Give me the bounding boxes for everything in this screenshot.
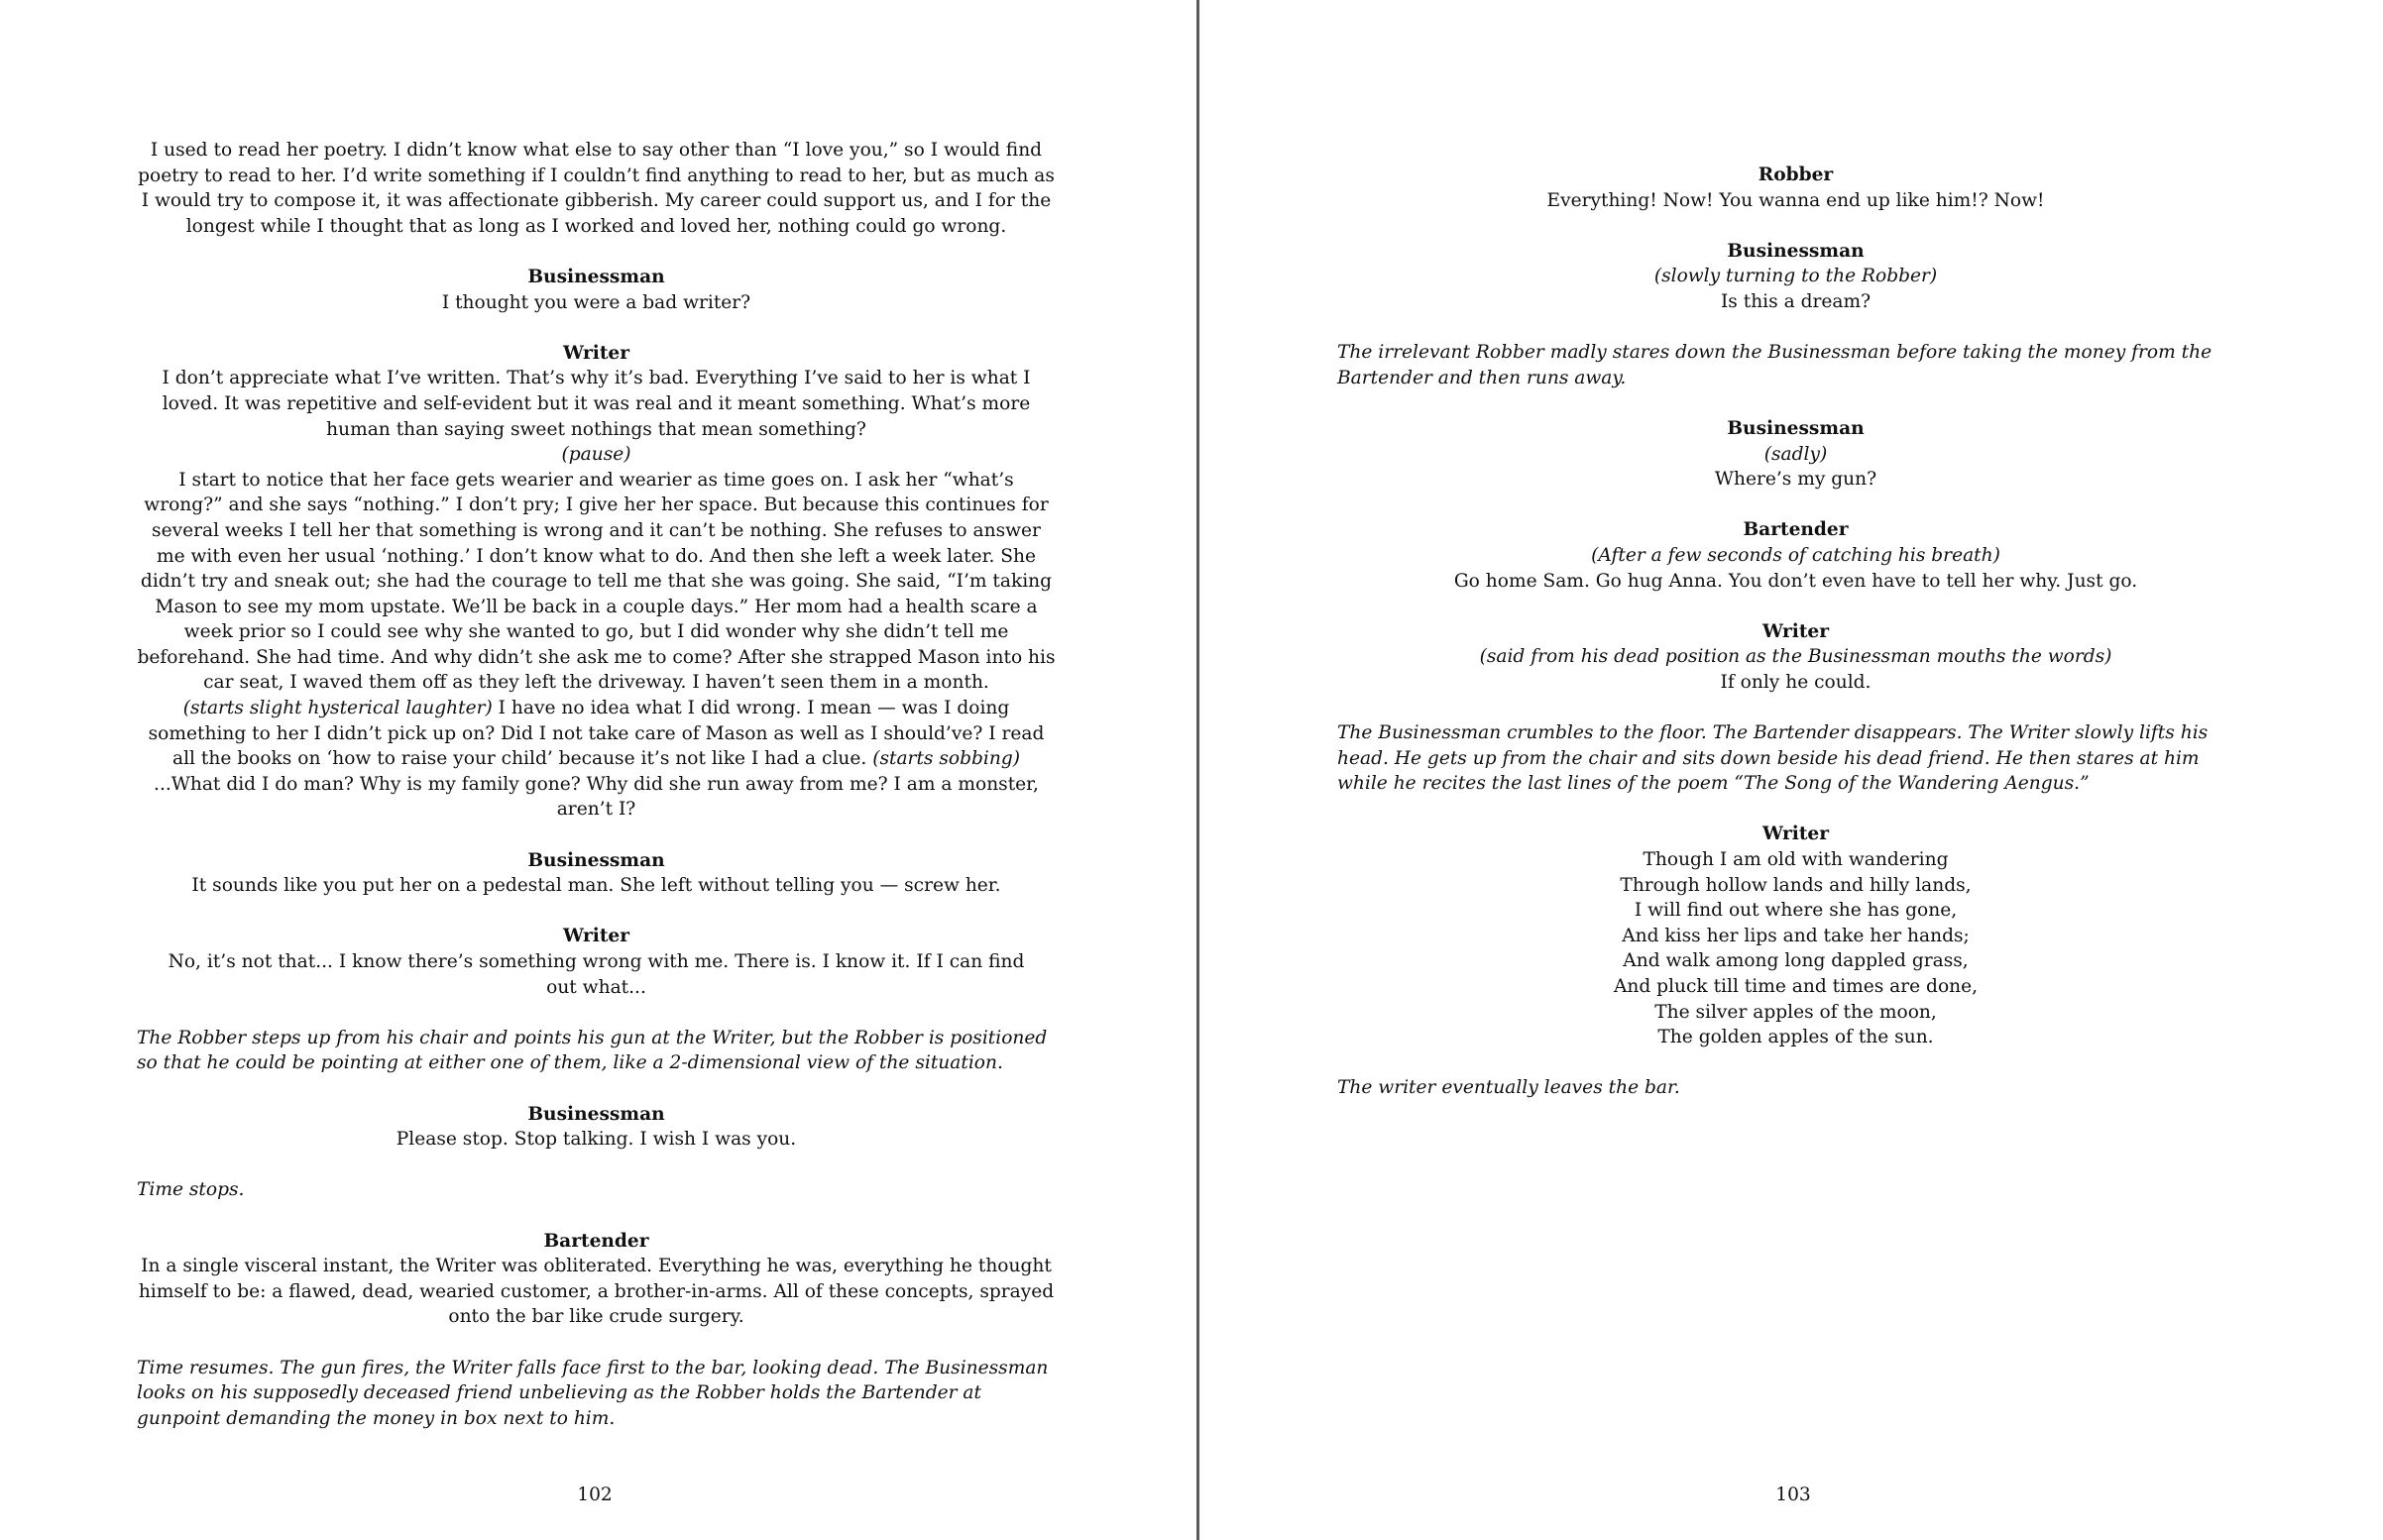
poem-line: And pluck till time and times are done, (1613, 976, 1979, 997)
dialogue-line: Everything! Now! You wanna end up like him!? Now! (1546, 189, 2045, 211)
speaker-name: Businessman (527, 849, 665, 871)
dialogue-line: Go home Sam. Go hug Anna. You don’t even have to tell her why. Just go. (1453, 570, 2138, 592)
dialogue-line: I thought you were a bad writer? (441, 291, 751, 313)
speaker-name: Businessman (527, 1103, 665, 1125)
dialogue-line: In a single visceral instant, the Writer was obliterated. Everything he was, everything he thought himself to be: a flawed, dead, wearied customer, a brother-in-arms. All of these concepts, sprayed onto the bar like crude surgery. (138, 1256, 1055, 1328)
speaker-name: Robber (1758, 165, 1834, 185)
page-divider (1196, 0, 1199, 1540)
parenthetical: (slowly turning to the Robber) (1653, 266, 1938, 287)
dialogue-text: ...What did I do man? Why is my family gone? Why did she run away from me? I am a monster, aren’t I? (154, 773, 1039, 821)
inline-parenthetical: (starts sobbing) (872, 748, 1020, 770)
dialogue-line (137, 696, 1056, 823)
dialogue-line: Where’s my gun? (1714, 469, 1877, 491)
stage-direction: Time stops. (137, 1179, 245, 1201)
speaker-name: Bartender (1743, 519, 1849, 541)
poem (1337, 847, 2254, 1050)
page-number: 103 (1775, 1485, 1811, 1505)
poem-line: The silver apples of the moon, (1654, 1001, 1937, 1023)
stage-direction: The Businessman crumbles to the floor. The Bartender disappears. The Writer slowly lifts his head. He gets up from the chair and sits down beside his dead friend. He then stares at him while he recites the last lines of the poem “The Song of the Wandering Aengus.” (1337, 722, 2209, 795)
dialogue-line: No, it’s not that... I know there’s something wrong with me. There is. I know it. If I can find out what... (168, 951, 1025, 998)
poem-line: I will find out where she has gone, (1634, 900, 1958, 922)
dialogue-line: Is this a dream? (1720, 290, 1872, 312)
page-102 (0, 0, 1190, 1540)
parenthetical: (sadly) (1763, 443, 1828, 465)
poem-line: And kiss her lips and take her hands; (1622, 925, 1970, 946)
stage-direction: The Robber steps up from his chair and points his gun at the Writer, but the Robber is positioned so that he could be pointing at either one of them, like a 2-dimensional view of the situation. (137, 1027, 1048, 1074)
speaker-name: Writer (562, 926, 630, 947)
parenthetical: (After a few seconds of catching his breath) (1591, 544, 2000, 566)
dialogue-line: If only he could. (1720, 671, 1872, 693)
parenthetical: (pause) (561, 444, 631, 466)
poem-line: And walk among long dappled grass, (1623, 950, 1969, 972)
speaker-name: Businessman (1727, 417, 1865, 439)
speaker-name: Writer (1761, 620, 1830, 642)
speaker-name: Writer (1761, 824, 1830, 845)
dialogue-line: I start to notice that her face gets wearier and wearier as time goes on. I ask her “what’s wrong?” and she says “nothing.” I don’t pry; I give her her space. But because this continues for several weeks I tell her that something is wrong and it can’t be nothing. She refuses to answer me with even her usual ‘nothing.’ I don’t know what to do. And then she left a week later. She didn’t try and sneak out; she had the courage to tell me that she was going. She said, “I’m taking Mason to see my mom upstate. We’ll be back in a couple days.” Her mom had a health scare a week prior so I could see why she wanted to go, but I did wonder why she didn’t tell me beforehand. She had time. And why didn’t she ask me to come? After she strapped Mason into his car seat, I waved them off as they left the driveway. I haven’t seen them in a month. (137, 469, 1056, 694)
dialogue-line: I don’t appreciate what I’ve written. That’s why it’s bad. Everything I’ve said to her is what I loved. It was repetitive and self-evident but it was real and it meant something. What’s more human than saying sweet nothings that mean something? (162, 368, 1031, 440)
inline-parenthetical: (starts slight hysterical laughter) (182, 698, 493, 719)
dialogue-text: I have no idea what I did wrong. I mean — was I doing something to her I didn’t pick up on? Did I not take care of Mason as well as I should’ve? I read all the books on ‘how to raise your child’ because it’s not like I had a clue. (148, 698, 1045, 770)
dialogue-line: Please stop. Stop talking. I wish I was you. (396, 1129, 797, 1151)
dialogue-line: It sounds like you put her on a pedestal man. She left without telling you — screw her. (191, 875, 1001, 897)
speaker-name: Writer (562, 342, 630, 364)
poem-line: Through hollow lands and hilly lands, (1620, 874, 1972, 896)
page-103 (1203, 0, 2383, 1540)
stage-direction: The writer eventually leaves the bar. (1337, 1077, 1680, 1099)
poem-line: The golden apples of the sun. (1657, 1027, 1934, 1048)
stage-direction: Time resumes. The gun fires, the Writer falls face first to the bar, looking dead. The Businessman looks on his supposedly deceased friend unbelieving as the Robber holds the Bartender at gunpoint demanding the money in box next to him. (137, 1357, 1049, 1429)
poem-line: Though I am old with wandering (1643, 849, 1949, 871)
speaker-name: Businessman (1727, 240, 1865, 262)
speaker-name: Businessman (527, 266, 665, 287)
writer-monologue-intro: I used to read her poetry. I didn’t know what else to say other than “I love you,” so I would find poetry to read to her. I’d write something if I couldn’t find anything to read to her, but as much as I would try to compose it, it was affectionate gibberish. My career could support us, and I for the longest while I thought that as long as I worked and loved her, nothing could go wrong. (138, 140, 1055, 237)
page-number: 102 (577, 1485, 613, 1505)
stage-direction: The irrelevant Robber madly stares down the Businessman before taking the money from the Bartender and then runs away. (1337, 342, 2213, 388)
parenthetical: (said from his dead position as the Businessman mouths the words) (1479, 646, 2112, 668)
speaker-name: Bartender (543, 1230, 649, 1252)
